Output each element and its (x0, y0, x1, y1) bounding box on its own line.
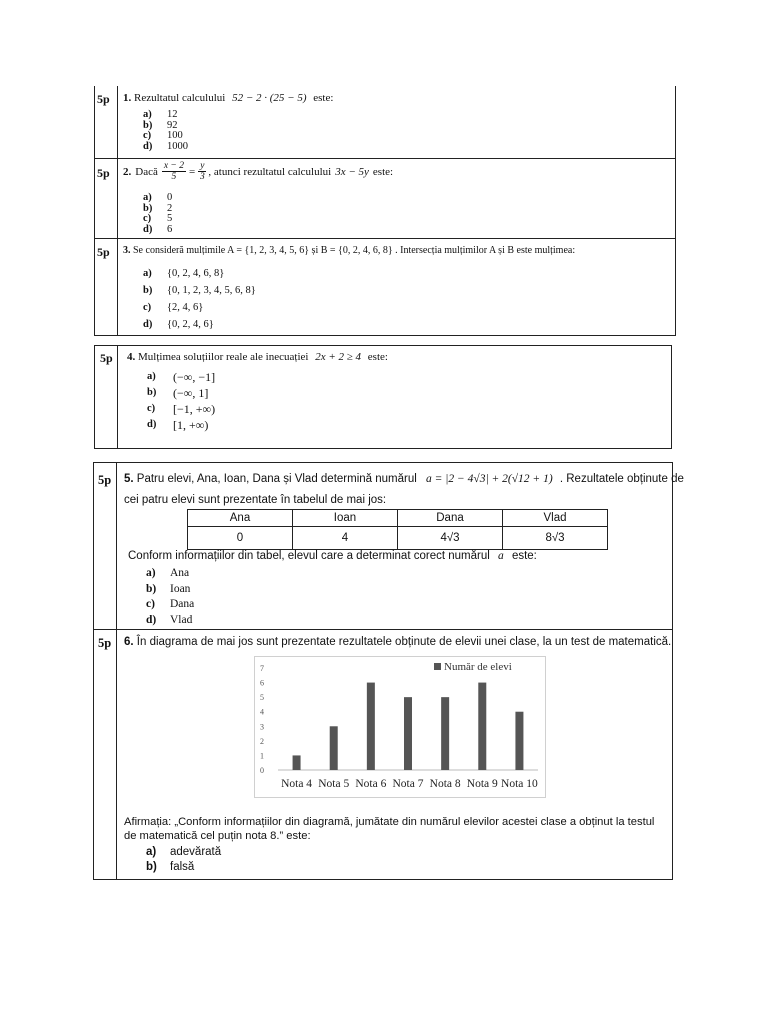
table-header-cell: Ioan (293, 510, 398, 527)
q5-line1 (124, 473, 684, 485)
q1-number: 1. (123, 92, 132, 104)
q4-expression: 2x + 2 ≥ 4 (315, 351, 362, 363)
bar (293, 755, 301, 770)
q3-option-d[interactable]: d) {0, 2, 4, 6} (143, 319, 214, 330)
q5-expression: a = |2 − 4√3| + 2(√12 + 1) (426, 473, 553, 485)
q6-prompt: În diagrama de mai jos sunt prezentate rezultatele obținute de elevii unei clase, la un test de matematică. (136, 636, 672, 648)
q3-option-b[interactable]: b) {0, 1, 2, 3, 4, 5, 6, 8} (143, 285, 256, 296)
q2-prompt: Dacă (135, 165, 158, 178)
q4-points: 5p (100, 351, 113, 365)
q5-option-c[interactable]: c) Dana (146, 598, 195, 610)
q1-option-b[interactable]: b) 92 (143, 119, 178, 131)
legend-label: Număr de elevi (444, 661, 512, 673)
q4-option-d[interactable]: d) [1, +∞) (147, 418, 209, 432)
table-header-cell: Ana (188, 510, 293, 527)
q6-statement-line1: Afirmația: „Conform informațiilor din diagramă, jumătate din numărul elevilor acestei clase a obținut la testul (124, 816, 655, 828)
q1-points: 5p (97, 92, 110, 106)
q3-prompt: Se consideră mulțimile A = {1, 2, 3, 4, 5, 6} și B = {0, 2, 4, 6, 8} . Intersecția mulțimilor A și B este mulțimea: (133, 245, 576, 256)
q6-options (146, 845, 221, 875)
q1-option-d[interactable]: d) 1000 (143, 140, 188, 152)
q2-option-d[interactable]: d) 6 (143, 223, 173, 235)
q4-options (147, 369, 215, 433)
bar-chart (254, 656, 546, 798)
x-tick-label: Nota 5 (318, 778, 350, 790)
q5-prompt-end: . Rezultatele obținute de (559, 473, 684, 485)
q6-points: 5p (98, 636, 112, 650)
q1-text (123, 92, 333, 104)
q4-option-b[interactable]: b) (−∞, 1] (147, 386, 209, 400)
y-tick-label: 1 (260, 751, 264, 761)
q2-row (95, 158, 675, 238)
q1-prompt: Rezultatul calculului (134, 92, 226, 104)
y-tick-label: 0 (260, 766, 264, 775)
q3-option-a[interactable]: a) {0, 2, 4, 6, 8} (143, 268, 225, 279)
q6-option-b[interactable]: b) falsă (146, 861, 195, 873)
q2-text: 2. Dacă $\frac{x - 2}{5}$ = $\frac{y}{3}$ , atunci rezultatul calculului 3x − 5y este: (123, 161, 394, 182)
q1-option-c[interactable]: c) 100 (143, 130, 183, 141)
q3-number: 3. (123, 245, 131, 256)
y-tick-label: 6 (260, 678, 264, 688)
q6-row (94, 629, 672, 881)
x-tick-label: Nota 10 (501, 778, 538, 790)
q2-fraction-left: $\frac{x - 2}{5}$ (163, 161, 184, 182)
q2-suffix: este: (372, 165, 394, 178)
q4-text (127, 351, 388, 363)
table-row (188, 527, 608, 550)
q2-number: 2. (123, 165, 132, 178)
q3-text (123, 245, 575, 256)
table-cell: 4√3 (398, 527, 503, 550)
q6-number: 6. (124, 636, 134, 648)
q5-results-table (187, 509, 608, 550)
x-tick-label: Nota 4 (281, 778, 313, 790)
q4-option-a[interactable]: a) (−∞, −1] (147, 370, 216, 384)
q6-text (124, 636, 671, 648)
table-header-cell: Vlad (503, 510, 608, 527)
q2-points: 5p (97, 166, 110, 180)
q2-fraction-right: $\frac{y}{3}$ (199, 161, 205, 182)
q2-expression: 3x − 5y (335, 165, 369, 178)
q2-prompt-continued: , atunci rezultatul calculului (208, 165, 332, 178)
q4-option-c[interactable]: c) [−1, +∞) (147, 402, 216, 416)
chart-frame (255, 657, 546, 798)
q5-line2: cei patru elevi sunt prezentate în tabelul de mai jos: (124, 494, 387, 506)
q2-option-c[interactable]: c) 5 (143, 213, 173, 224)
q2-option-a[interactable]: a) 0 (143, 192, 173, 203)
table-header-cell: Dana (398, 510, 503, 527)
bar (515, 712, 523, 770)
y-tick-label: 4 (260, 707, 264, 717)
q2-options (143, 193, 172, 235)
bar (404, 697, 412, 770)
q5-line3 (128, 550, 537, 562)
q5-option-b[interactable]: b) Ioan (146, 582, 191, 595)
q1-option-a[interactable]: a) 12 (143, 109, 178, 120)
q6-option-a[interactable]: a) adevărată (146, 846, 222, 858)
question-4-block (94, 345, 672, 449)
table-cell: 0 (188, 527, 293, 550)
q5-points: 5p (98, 473, 112, 487)
x-tick-label: Nota 6 (355, 778, 387, 790)
table-header-row (188, 510, 608, 527)
q3-options (143, 265, 256, 333)
questions-5-6-block (93, 462, 684, 880)
q5-question: Conform informațiilor din tabel, elevul care a determinat corect numărul (128, 550, 490, 562)
q4-suffix: este: (367, 351, 388, 363)
q1-expression: 52 − 2 · (25 − 5) (232, 92, 307, 104)
y-tick-label: 7 (260, 664, 264, 673)
q5-option-d[interactable]: d) Vlad (146, 613, 193, 626)
q4-number: 4. (127, 351, 136, 363)
q5-question-end: este: (511, 550, 537, 562)
questions-1-3-block (94, 86, 676, 336)
q5-prompt: Patru elevi, Ana, Ioan, Dana și Vlad determină numărul (136, 473, 417, 485)
legend-swatch (434, 663, 441, 670)
q3-points: 5p (97, 245, 110, 259)
bar (330, 726, 338, 770)
points-column-divider (117, 346, 118, 448)
q6-statement-line2: de matematică cel puțin nota 8.” este: (124, 830, 311, 842)
y-tick-label: 3 (260, 722, 264, 732)
table-cell: 8√3 (503, 527, 608, 550)
q3-option-c[interactable]: c) {2, 4, 6} (143, 302, 204, 313)
x-tick-label: Nota 7 (392, 778, 424, 790)
q5-number: 5. (124, 473, 134, 485)
q1-suffix: este: (313, 92, 334, 104)
q5-option-a[interactable]: a) Ana (146, 567, 190, 579)
y-tick-label: 2 (260, 736, 264, 746)
x-tick-label: Nota 8 (429, 778, 461, 790)
q5-variable: a (497, 550, 504, 562)
table-cell: 4 (293, 527, 398, 550)
q4-prompt: Mulțimea soluțiilor reale ale inecuației (138, 351, 309, 363)
q5-options (146, 566, 194, 628)
x-tick-label: Nota 9 (466, 778, 498, 790)
bar (441, 697, 449, 770)
bar (478, 683, 486, 770)
q2-option-b[interactable]: b) 2 (143, 202, 173, 214)
q3-row (95, 238, 675, 336)
q1-options (143, 110, 188, 152)
bar (367, 683, 375, 770)
y-tick-label: 5 (260, 693, 264, 703)
